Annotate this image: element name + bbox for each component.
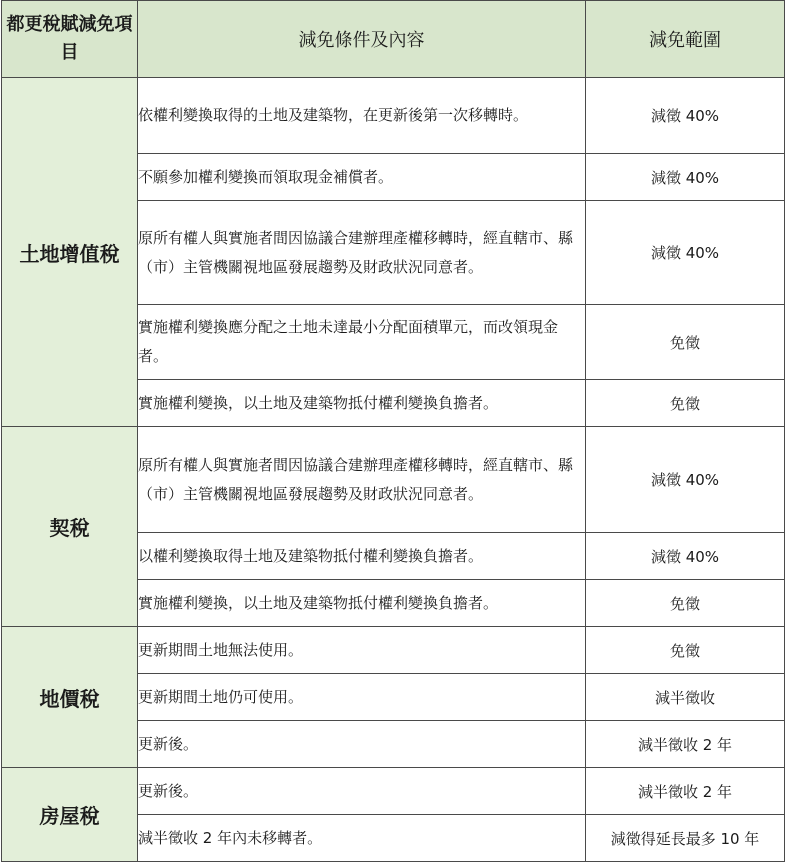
table-row (2, 427, 785, 533)
condition-cell: 更新後。 (138, 768, 586, 815)
category-land-value-increment-tax: 土地增值稅 (2, 78, 138, 427)
category-house-tax: 房屋稅 (2, 768, 138, 862)
table-header-row (2, 1, 785, 78)
range-cell: 免徵 (586, 305, 785, 380)
range-cell: 免徵 (586, 580, 785, 627)
range-cell: 減徵得延長最多 10 年 (586, 815, 785, 862)
condition-cell: 減半徵收 2 年內未移轉者。 (138, 815, 586, 862)
condition-cell: 依權利變換取得的土地及建築物，在更新後第一次移轉時。 (138, 78, 586, 154)
category-deed-tax: 契稅 (2, 427, 138, 627)
condition-cell: 實施權利變換，以土地及建築物抵付權利變換負擔者。 (138, 580, 586, 627)
category-land-value-tax: 地價稅 (2, 627, 138, 768)
condition-cell: 原所有權人與實施者間因協議合建辦理產權移轉時，經直轄市、縣（市）主管機關視地區發展趨勢及財政狀況同意者。 (138, 201, 586, 305)
range-cell: 減半徵收 2 年 (586, 768, 785, 815)
range-cell: 減半徵收 2 年 (586, 721, 785, 768)
tax-reduction-table (1, 0, 785, 862)
range-cell: 減徵 40% (586, 154, 785, 201)
range-cell: 免徵 (586, 627, 785, 674)
condition-cell: 實施權利變換應分配之土地未達最小分配面積單元，而改領現金者。 (138, 305, 586, 380)
condition-cell: 原所有權人與實施者間因協議合建辦理產權移轉時，經直轄市、縣（市）主管機關視地區發展趨勢及財政狀況同意者。 (138, 427, 586, 533)
table-row (2, 768, 785, 815)
condition-cell: 以權利變換取得土地及建築物抵付權利變換負擔者。 (138, 533, 586, 580)
condition-cell: 更新期間土地仍可使用。 (138, 674, 586, 721)
range-cell: 減徵 40% (586, 533, 785, 580)
range-cell: 減徵 40% (586, 78, 785, 154)
condition-cell: 更新期間土地無法使用。 (138, 627, 586, 674)
table-row (2, 78, 785, 154)
range-cell: 減徵 40% (586, 201, 785, 305)
header-tax-item: 都更稅賦減免項目 (2, 1, 138, 78)
table-row (2, 627, 785, 674)
header-range: 減免範圍 (586, 1, 785, 78)
range-cell: 免徵 (586, 380, 785, 427)
header-condition: 減免條件及內容 (138, 1, 586, 78)
condition-cell: 更新後。 (138, 721, 586, 768)
range-cell: 減徵 40% (586, 427, 785, 533)
condition-cell: 實施權利變換，以土地及建築物抵付權利變換負擔者。 (138, 380, 586, 427)
range-cell: 減半徵收 (586, 674, 785, 721)
condition-cell: 不願參加權利變換而領取現金補償者。 (138, 154, 586, 201)
